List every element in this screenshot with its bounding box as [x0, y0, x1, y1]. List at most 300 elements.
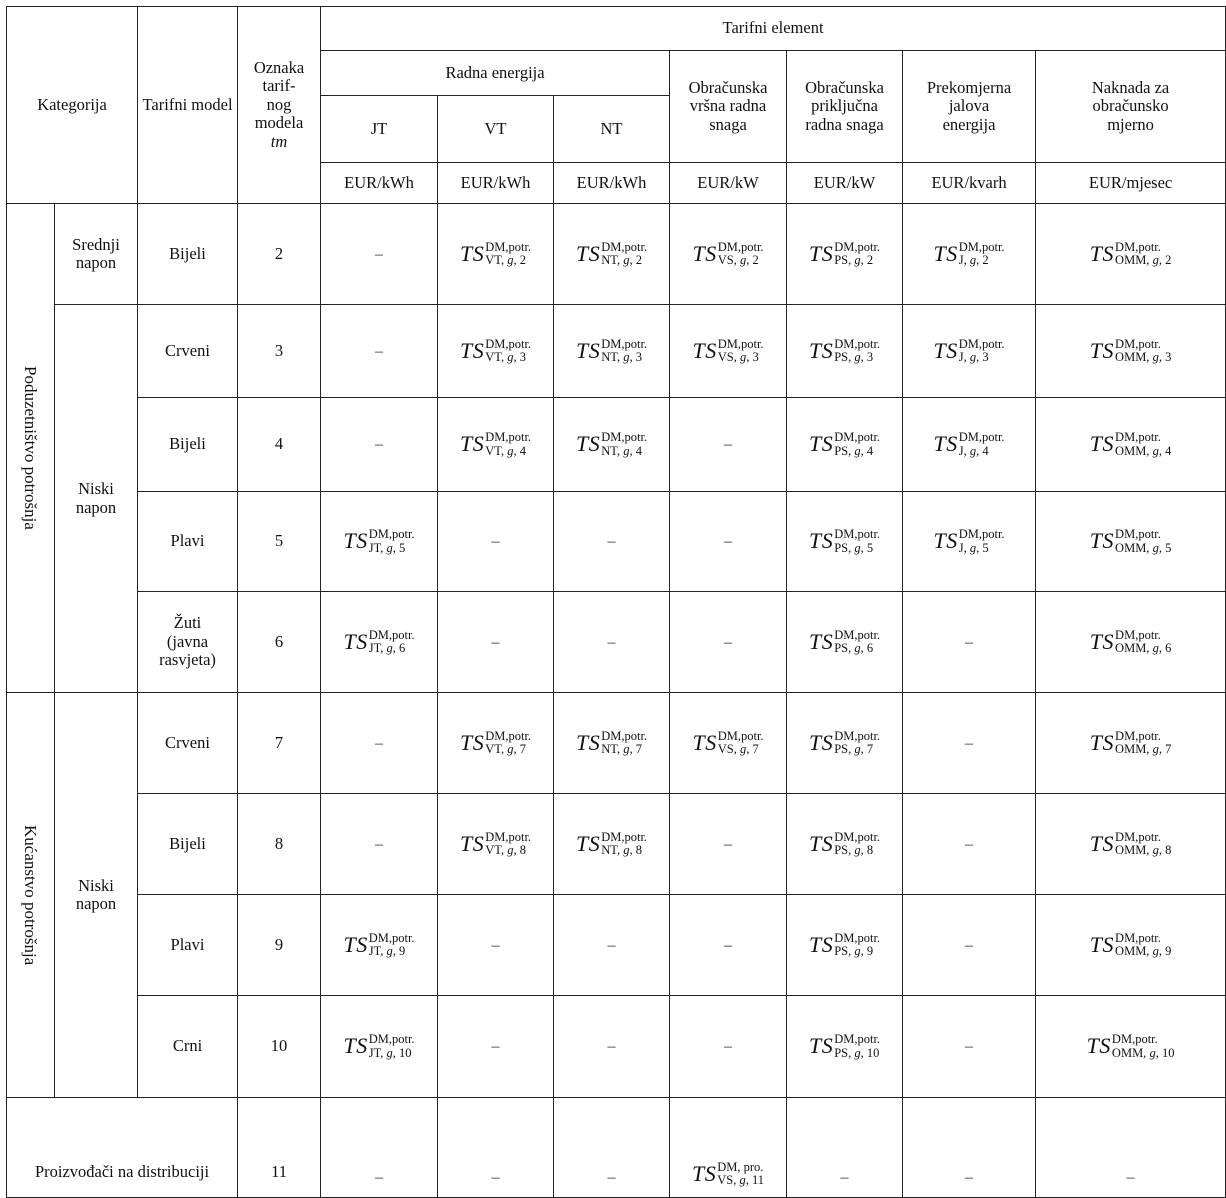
symbol-base: TS — [692, 240, 717, 266]
tariff-symbol-cell — [1036, 398, 1226, 492]
header-tarifni-element: Tarifni element — [321, 7, 1226, 51]
tariff-symbol-cell — [1036, 693, 1226, 794]
tariff-symbol — [1090, 932, 1172, 958]
tariff-symbol-cell — [554, 794, 670, 895]
tariff-symbol — [1090, 431, 1172, 457]
dash-mark: – — [375, 342, 384, 360]
symbol-subscript: JT, g, 10 — [368, 1045, 412, 1060]
dash-mark: – — [607, 936, 616, 954]
symbol-base: TS — [692, 729, 717, 755]
tm-cell: 4 — [238, 398, 321, 492]
symbol-base: TS — [1089, 931, 1115, 957]
symbol-base: TS — [459, 431, 485, 457]
dash-mark: – — [1126, 1169, 1135, 1187]
tariff-symbol-cell — [787, 895, 903, 996]
symbol-base: TS — [1089, 729, 1115, 755]
empty-dash-cell — [438, 895, 554, 996]
symbol-subscript: VS, g, 3 — [717, 350, 759, 364]
symbol-subscript: J, g, 3 — [958, 350, 989, 364]
symbol-superscript: DM,potr. — [834, 430, 881, 445]
empty-dash-cell — [670, 492, 787, 592]
tm-cell: 3 — [238, 305, 321, 398]
table-row — [7, 794, 1226, 895]
symbol-base: TS — [1089, 628, 1115, 654]
symbol-superscript: DM,potr. — [601, 239, 648, 254]
empty-dash-cell — [554, 492, 670, 592]
tariff-symbol-cell — [903, 305, 1036, 398]
symbol-superscript: DM,potr. — [717, 239, 764, 254]
empty-dash-cell — [321, 693, 438, 794]
empty-dash-cell — [438, 996, 554, 1098]
tariff-symbol-cell — [554, 305, 670, 398]
symbol-subscript: J, g, 5 — [958, 540, 989, 555]
unit-cell: EUR/kWh — [321, 163, 438, 204]
symbol-superscript: DM,potr. — [485, 336, 532, 351]
symbol-superscript: DM,potr. — [1115, 430, 1161, 445]
symbol-base: TS — [808, 337, 834, 363]
symbol-base: TS — [459, 830, 485, 856]
symbol-base: TS — [1089, 431, 1115, 457]
tm-cell: 8 — [238, 794, 321, 895]
symbol-superscript: DM,potr. — [834, 627, 881, 642]
tariff-symbol-cell — [1036, 592, 1226, 693]
empty-dash-cell — [903, 693, 1036, 794]
symbol-subscript: OMM, g, 4 — [1115, 443, 1172, 458]
symbol-base: TS — [933, 240, 958, 266]
header-radna-energija: Radna energija — [321, 51, 670, 96]
symbol-base: TS — [1089, 337, 1115, 363]
empty-dash-cell — [554, 895, 670, 996]
symbol-superscript: DM,potr. — [601, 336, 648, 351]
symbol-subscript: VT, g, 3 — [485, 350, 526, 364]
symbol-base: TS — [808, 830, 834, 856]
symbol-subscript: OMM, g, 7 — [1115, 742, 1172, 756]
dash-mark: – — [607, 633, 616, 651]
tariff-symbol — [1090, 629, 1172, 655]
tariff-symbol — [576, 431, 647, 457]
unit-cell: EUR/kvarh — [903, 163, 1036, 204]
symbol-superscript: DM,potr. — [601, 430, 648, 445]
symbol-base: TS — [808, 431, 834, 457]
group-kucanstvo: Kućanstvo potrošnja — [7, 693, 55, 1098]
model-cell: Crni — [138, 996, 238, 1098]
tariff-symbol-cell — [438, 204, 554, 305]
symbol-subscript: VS, g, 7 — [717, 742, 759, 756]
symbol-subscript: PS, g, 9 — [834, 944, 874, 958]
tariff-symbol — [809, 730, 880, 756]
symbol-superscript: DM,potr. — [1115, 239, 1161, 254]
tariff-symbol — [460, 338, 531, 364]
empty-dash-cell — [321, 398, 438, 492]
symbol-base: TS — [933, 528, 958, 554]
tm-cell: 10 — [238, 996, 321, 1098]
unit-cell: EUR/kW — [787, 163, 903, 204]
voltage-srednji: Srednji napon — [55, 204, 138, 305]
symbol-subscript: J, g, 4 — [958, 443, 989, 458]
tariff-symbol-cell — [787, 794, 903, 895]
tariff-symbol-cell — [1036, 895, 1226, 996]
symbol-base: TS — [459, 337, 485, 363]
tariff-symbol — [809, 528, 880, 554]
tariff-symbol — [343, 932, 414, 958]
empty-dash-cell — [321, 794, 438, 895]
symbol-superscript: DM,potr. — [485, 829, 532, 844]
tariff-symbol — [343, 1033, 414, 1059]
empty-dash-cell — [903, 592, 1036, 693]
tariff-symbol-cell — [670, 693, 787, 794]
symbol-superscript: DM,potr. — [485, 430, 532, 445]
symbol-subscript: OMM, g, 2 — [1115, 253, 1172, 267]
tariff-symbol-cell — [1036, 492, 1226, 592]
tariff-symbol-cell — [1036, 794, 1226, 895]
symbol-superscript: DM,potr. — [368, 930, 415, 945]
table-row — [7, 592, 1226, 693]
symbol-base: TS — [575, 830, 601, 856]
symbol-subscript: OMM, g, 10 — [1111, 1045, 1175, 1060]
group-poduzetnistvo: Poduzetništvo potrošnja — [7, 204, 55, 693]
header-nt: NT — [554, 96, 670, 163]
dash-mark: – — [724, 936, 733, 954]
empty-dash-cell — [903, 794, 1036, 895]
tariff-symbol — [809, 831, 880, 857]
tariff-symbol — [460, 241, 531, 267]
tariff-symbol-cell — [787, 996, 903, 1098]
tariff-symbol-cell — [321, 592, 438, 693]
symbol-superscript: DM,potr. — [368, 627, 415, 642]
tariff-symbol — [1087, 1033, 1175, 1059]
symbol-base: TS — [459, 729, 485, 755]
tariff-symbol — [933, 528, 1004, 554]
empty-dash-cell — [554, 1098, 670, 1198]
header-kategorija: Kategorija — [7, 7, 138, 204]
symbol-superscript: DM,potr. — [834, 728, 881, 743]
dash-mark: – — [491, 533, 500, 551]
table-row — [7, 204, 1226, 305]
dash-mark: – — [724, 436, 733, 454]
symbol-base: TS — [1089, 830, 1115, 856]
empty-dash-cell — [903, 996, 1036, 1098]
symbol-subscript: NT, g, 8 — [601, 843, 642, 857]
header-jt: JT — [321, 96, 438, 163]
symbol-superscript: DM,potr. — [958, 239, 1005, 254]
tariff-symbol — [809, 241, 880, 267]
tariff-symbol-cell — [903, 204, 1036, 305]
symbol-superscript: DM,potr. — [1115, 627, 1161, 642]
tariff-symbol-cell — [787, 398, 903, 492]
tariff-symbol — [933, 241, 1004, 267]
symbol-superscript: DM, pro. — [717, 1159, 764, 1174]
tariff-symbol — [809, 629, 880, 655]
tariff-symbol-cell — [787, 305, 903, 398]
symbol-superscript: DM,potr. — [958, 336, 1005, 351]
unit-cell: EUR/kWh — [438, 163, 554, 204]
symbol-superscript: DM,potr. — [717, 728, 764, 743]
model-cell: Žuti (javna rasvjeta) — [138, 592, 238, 693]
tariff-symbol-cell — [1036, 204, 1226, 305]
tariff-symbol-cell — [903, 398, 1036, 492]
tariff-symbol-cell — [787, 204, 903, 305]
tariff-symbol — [343, 629, 414, 655]
symbol-superscript: DM,potr. — [834, 239, 881, 254]
symbol-superscript: DM,potr. — [368, 527, 415, 542]
model-cell: Plavi — [138, 895, 238, 996]
symbol-superscript: DM,potr. — [485, 239, 532, 254]
dash-mark: – — [724, 533, 733, 551]
dash-mark: – — [607, 1038, 616, 1056]
symbol-base: TS — [692, 1160, 717, 1186]
symbol-subscript: OMM, g, 3 — [1115, 350, 1172, 364]
empty-dash-cell — [903, 1098, 1036, 1198]
symbol-base: TS — [808, 528, 834, 554]
unit-cell: EUR/kWh — [554, 163, 670, 204]
symbol-base: TS — [808, 628, 834, 654]
symbol-subscript: PS, g, 7 — [834, 742, 874, 756]
tm-cell: 9 — [238, 895, 321, 996]
tariff-symbol — [692, 1161, 764, 1187]
table-row — [7, 1098, 1226, 1198]
header-tarifni-model: Tarifni model — [138, 7, 238, 204]
symbol-base: TS — [808, 931, 834, 957]
symbol-superscript: DM,potr. — [1115, 527, 1161, 542]
unit-cell: EUR/kW — [670, 163, 787, 204]
symbol-base: TS — [1086, 1033, 1111, 1059]
model-cell: Crveni — [138, 693, 238, 794]
symbol-subscript: VS, g, 2 — [717, 253, 759, 267]
tm-cell: 6 — [238, 592, 321, 693]
tariff-symbol — [1090, 528, 1172, 554]
symbol-superscript: DM,potr. — [1111, 1032, 1158, 1047]
symbol-superscript: DM,potr. — [1115, 829, 1161, 844]
tariff-symbol-cell — [1036, 305, 1226, 398]
dash-mark: – — [965, 734, 974, 752]
dash-mark: – — [491, 633, 500, 651]
dash-mark: – — [375, 734, 384, 752]
tariff-symbol-cell — [1036, 996, 1226, 1098]
symbol-subscript: PS, g, 4 — [834, 443, 874, 458]
tariff-symbol — [1090, 831, 1172, 857]
symbol-superscript: DM,potr. — [958, 527, 1005, 542]
symbol-base: TS — [808, 240, 834, 266]
tm-cell: 2 — [238, 204, 321, 305]
tariff-symbol — [809, 338, 880, 364]
tariff-symbol — [576, 338, 647, 364]
tariff-symbol — [1090, 241, 1172, 267]
tariff-symbol-cell — [438, 398, 554, 492]
symbol-subscript: VT, g, 4 — [485, 443, 526, 458]
header-vt: VT — [438, 96, 554, 163]
tariff-symbol — [576, 241, 647, 267]
symbol-superscript: DM,potr. — [368, 1032, 415, 1047]
symbol-subscript: VT, g, 2 — [485, 253, 526, 267]
voltage-niski: Niski napon — [55, 305, 138, 693]
symbol-subscript: JT, g, 5 — [368, 540, 406, 555]
table-row — [7, 398, 1226, 492]
symbol-subscript: OMM, g, 9 — [1115, 944, 1172, 958]
tariff-symbol — [460, 730, 531, 756]
dash-mark: – — [607, 533, 616, 551]
symbol-base: TS — [692, 337, 717, 363]
table-row — [7, 693, 1226, 794]
tariff-symbol — [692, 338, 763, 364]
proizvodaci-label: Proizvođači na distribuciji — [7, 1098, 238, 1198]
symbol-superscript: DM,potr. — [834, 930, 881, 945]
empty-dash-cell — [670, 895, 787, 996]
symbol-subscript: JT, g, 9 — [368, 944, 406, 958]
symbol-superscript: DM,potr. — [1115, 336, 1161, 351]
table-row — [7, 305, 1226, 398]
tariff-symbol-cell — [787, 492, 903, 592]
dash-mark: – — [965, 835, 974, 853]
empty-dash-cell — [670, 794, 787, 895]
symbol-subscript: OMM, g, 8 — [1115, 843, 1172, 857]
model-cell: Bijeli — [138, 794, 238, 895]
symbol-base: TS — [343, 628, 368, 654]
symbol-base: TS — [1089, 240, 1115, 266]
symbol-subscript: JT, g, 6 — [368, 641, 406, 655]
symbol-superscript: DM,potr. — [834, 527, 881, 542]
symbol-base: TS — [808, 1033, 834, 1059]
symbol-superscript: DM,potr. — [834, 829, 881, 844]
tariff-symbol-cell — [321, 895, 438, 996]
empty-dash-cell — [670, 996, 787, 1098]
symbol-base: TS — [933, 431, 958, 457]
dash-mark: – — [724, 633, 733, 651]
symbol-superscript: DM,potr. — [1115, 930, 1161, 945]
unit-cell: EUR/mjesec — [1036, 163, 1226, 204]
tariff-symbol — [809, 1033, 880, 1059]
tm-cell: 5 — [238, 492, 321, 592]
symbol-subscript: NT, g, 4 — [601, 443, 642, 458]
empty-dash-cell — [554, 592, 670, 693]
symbol-superscript: DM,potr. — [601, 728, 648, 743]
tariff-symbol — [933, 338, 1004, 364]
tariff-symbol-cell — [438, 693, 554, 794]
tariff-symbol — [933, 431, 1004, 457]
tariff-symbol — [576, 831, 647, 857]
symbol-superscript: DM,potr. — [834, 336, 881, 351]
symbol-base: TS — [343, 931, 368, 957]
tariff-symbol-cell — [903, 492, 1036, 592]
tariff-symbol — [1090, 338, 1172, 364]
model-cell: Crveni — [138, 305, 238, 398]
symbol-superscript: DM,potr. — [601, 829, 648, 844]
empty-dash-cell — [438, 492, 554, 592]
tariff-symbol — [460, 831, 531, 857]
symbol-subscript: PS, g, 3 — [834, 350, 874, 364]
model-cell: Plavi — [138, 492, 238, 592]
header-prikljucna-snaga: Obračunska priključna radna snaga — [787, 51, 903, 163]
tariff-symbol — [692, 730, 763, 756]
tm-cell: 11 — [238, 1098, 321, 1198]
symbol-base: TS — [343, 1033, 368, 1059]
symbol-subscript: PS, g, 2 — [834, 253, 874, 267]
dash-mark: – — [840, 1169, 849, 1187]
model-cell: Bijeli — [138, 204, 238, 305]
tariff-symbol — [809, 932, 880, 958]
symbol-subscript: PS, g, 5 — [834, 540, 874, 555]
symbol-subscript: PS, g, 10 — [834, 1045, 880, 1060]
symbol-subscript: NT, g, 2 — [601, 253, 642, 267]
tm-cell: 7 — [238, 693, 321, 794]
symbol-base: TS — [575, 729, 601, 755]
tariff-table — [6, 6, 1226, 1198]
symbol-subscript: VS, g, 11 — [717, 1172, 765, 1187]
empty-dash-cell — [670, 592, 787, 693]
empty-dash-cell — [438, 592, 554, 693]
tariff-symbol-cell — [554, 693, 670, 794]
symbol-base: TS — [575, 337, 601, 363]
symbol-subscript: VT, g, 7 — [485, 742, 526, 756]
tariff-symbol — [1090, 730, 1172, 756]
symbol-base: TS — [808, 729, 834, 755]
dash-mark: – — [491, 1038, 500, 1056]
header-oznaka: Oznaka tarif- nog modela tm — [238, 7, 321, 204]
symbol-superscript: DM,potr. — [958, 430, 1005, 445]
dash-mark: – — [724, 1038, 733, 1056]
tariff-symbol-cell — [670, 305, 787, 398]
dash-mark: – — [965, 1169, 974, 1187]
empty-dash-cell — [321, 305, 438, 398]
dash-mark: – — [375, 835, 384, 853]
empty-dash-cell — [554, 996, 670, 1098]
empty-dash-cell — [903, 895, 1036, 996]
table-row — [7, 895, 1226, 996]
symbol-subscript: OMM, g, 5 — [1115, 540, 1172, 555]
tariff-symbol-cell — [321, 492, 438, 592]
header-jalova-energija: Prekomjerna jalova energija — [903, 51, 1036, 163]
symbol-subscript: OMM, g, 6 — [1115, 641, 1172, 655]
tariff-symbol-cell — [787, 592, 903, 693]
empty-dash-cell — [438, 1098, 554, 1198]
tariff-symbol-cell — [321, 996, 438, 1098]
model-cell: Bijeli — [138, 398, 238, 492]
symbol-superscript: DM,potr. — [1115, 728, 1161, 743]
header-vrsna-snaga: Obračunska vršna radna snaga — [670, 51, 787, 163]
symbol-base: TS — [343, 528, 368, 554]
dash-mark: – — [491, 1169, 500, 1187]
symbol-base: TS — [1089, 528, 1115, 554]
dash-mark: – — [375, 245, 384, 263]
tariff-symbol-cell — [787, 693, 903, 794]
table-row — [7, 996, 1226, 1098]
empty-dash-cell — [670, 398, 787, 492]
symbol-superscript: DM,potr. — [485, 728, 532, 743]
dash-mark: – — [375, 436, 384, 454]
dash-mark: – — [965, 936, 974, 954]
tariff-symbol — [692, 241, 763, 267]
tariff-symbol — [809, 431, 880, 457]
empty-dash-cell — [321, 1098, 438, 1198]
symbol-subscript: NT, g, 3 — [601, 350, 642, 364]
dash-mark: – — [965, 1038, 974, 1056]
tariff-symbol-cell — [670, 204, 787, 305]
tariff-symbol-cell — [438, 305, 554, 398]
tariff-symbol-cell — [554, 398, 670, 492]
dash-mark: – — [607, 1169, 616, 1187]
symbol-superscript: DM,potr. — [834, 1032, 881, 1047]
symbol-superscript: DM,potr. — [717, 336, 764, 351]
dash-mark: – — [965, 633, 974, 651]
symbol-subscript: NT, g, 7 — [601, 742, 642, 756]
dash-mark: – — [375, 1169, 384, 1187]
tariff-symbol-cell — [554, 204, 670, 305]
symbol-subscript: PS, g, 8 — [834, 843, 874, 857]
voltage-niski: Niski napon — [55, 693, 138, 1098]
header-naknada: Naknada za obračunsko mjerno — [1036, 51, 1226, 163]
empty-dash-cell — [321, 204, 438, 305]
empty-dash-cell — [787, 1098, 903, 1198]
dash-mark: – — [491, 936, 500, 954]
